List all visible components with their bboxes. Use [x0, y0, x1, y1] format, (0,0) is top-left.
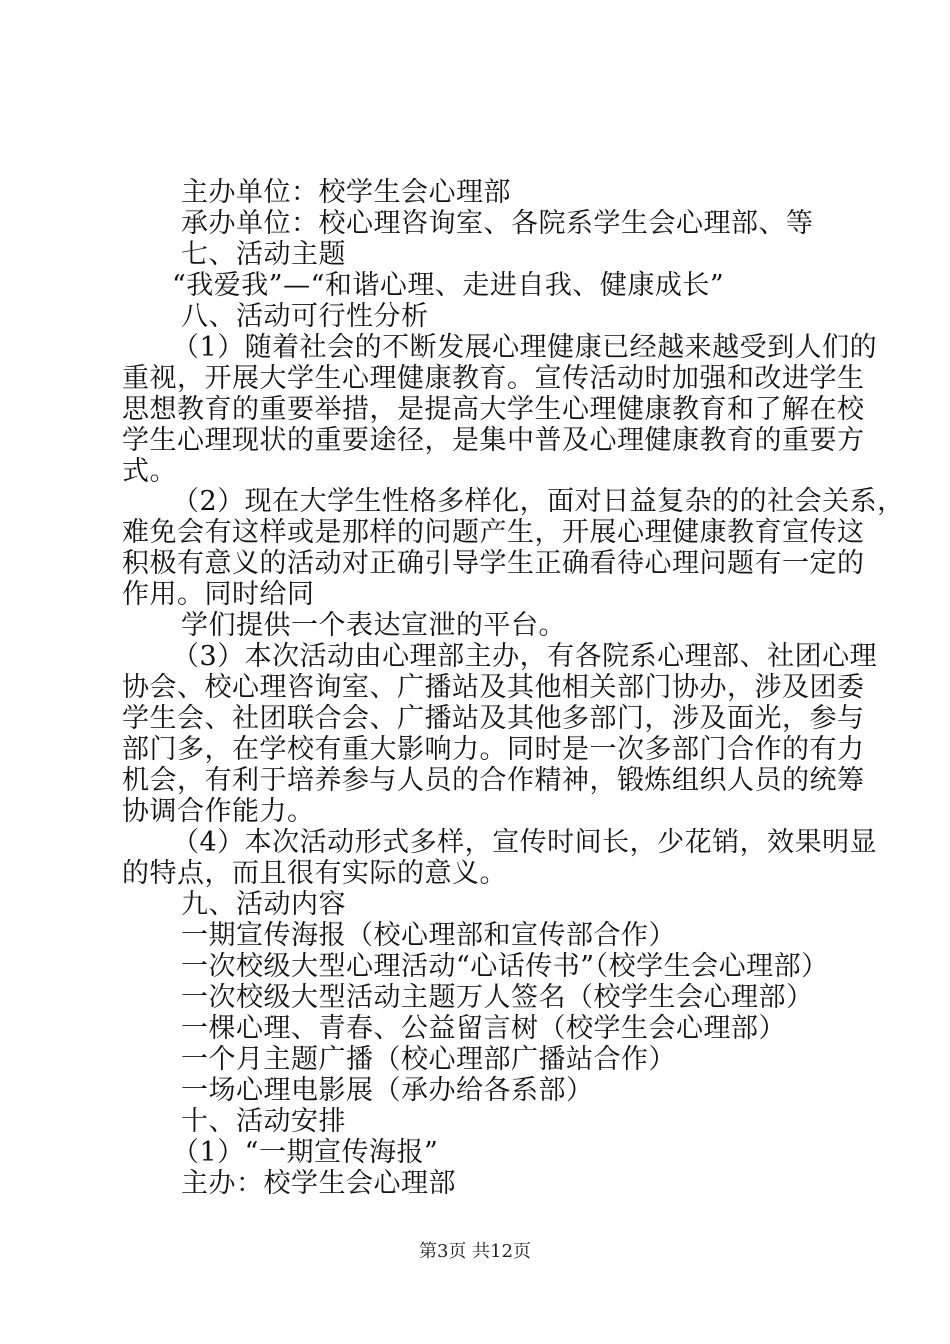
- paragraph-line: 思想教育的重要举措，是提高大学生心理健康教育和了解在校: [122, 394, 865, 425]
- paragraph-line: （1）随着社会的不断发展心理健康已经越来越受到人们的: [172, 332, 878, 363]
- paragraph-line: 部门多，在学校有重大影响力。同时是一次多部门合作的有力: [122, 734, 865, 765]
- paragraph-line: 学们提供一个表达宣泄的平台。: [181, 610, 566, 641]
- list-item: 一次校级大型心理活动“心话传书”（校学生会心理部）: [181, 951, 829, 982]
- list-item: 一场心理电影展（承办给各系部）: [181, 1075, 594, 1106]
- paragraph-line: 作用。同时给同: [122, 579, 315, 610]
- list-item: 一个月主题广播（校心理部广播站合作）: [181, 1044, 676, 1075]
- page-number: 第3页 共12页: [418, 1241, 532, 1262]
- paragraph-line: 的特点，而且很有实际的意义。: [122, 858, 507, 889]
- section-heading: 九、活动内容: [181, 889, 346, 920]
- paragraph-line: 协会、校心理咨询室、广播站及其他相关部门协办，涉及团委: [122, 672, 865, 703]
- list-item: 一期宣传海报（校心理部和宣传部合作）: [181, 920, 676, 951]
- section-heading: 八、活动可行性分析: [181, 301, 429, 332]
- paragraph-line: 学生会、社团联合会、广播站及其他多部门，涉及面光，参与: [122, 703, 865, 734]
- text-line: 承办单位：校心理咨询室、各院系学生会心理部、等: [181, 208, 814, 239]
- paragraph-line: 式。: [122, 456, 177, 487]
- paragraph-line: 学生心理现状的重要途径，是集中普及心理健康教育的重要方: [122, 425, 865, 456]
- section-heading: 七、活动主题: [181, 239, 346, 270]
- paragraph-line: 机会，有利于培养参与人员的合作精神，锻炼组织人员的统筹: [122, 765, 865, 796]
- text-line: 主办单位：校学生会心理部: [181, 177, 511, 208]
- paragraph-line: （2）现在大学生性格多样化，面对日益复杂的的社会关系，: [172, 486, 905, 517]
- list-item: 一次校级大型活动主题万人签名（校学生会心理部）: [181, 982, 814, 1013]
- text-line: 主办：校学生会心理部: [181, 1168, 456, 1199]
- paragraph-line: 重视，开展大学生心理健康教育。宣传活动时加强和改进学生: [122, 363, 865, 394]
- text-line: （1）“一期宣传海报”: [172, 1137, 439, 1168]
- section-heading: 十、活动安排: [181, 1106, 346, 1137]
- paragraph-line: 协调合作能力。: [122, 796, 315, 827]
- paragraph-line: （4）本次活动形式多样，宣传时间长，少花销，效果明显: [172, 827, 878, 858]
- paragraph-line: 难免会有这样或是那样的问题产生，开展心理健康教育宣传这: [122, 517, 865, 548]
- paragraph-line: （3）本次活动由心理部主办，有各院系心理部、社团心理: [172, 641, 878, 672]
- paragraph-line: 积极有意义的活动对正确引导学生正确看待心理问题有一定的: [122, 548, 865, 579]
- text-line: “我爱我”—“和谐心理、走进自我、健康成长”: [172, 270, 725, 301]
- list-item: 一棵心理、青春、公益留言树（校学生会心理部）: [181, 1013, 786, 1044]
